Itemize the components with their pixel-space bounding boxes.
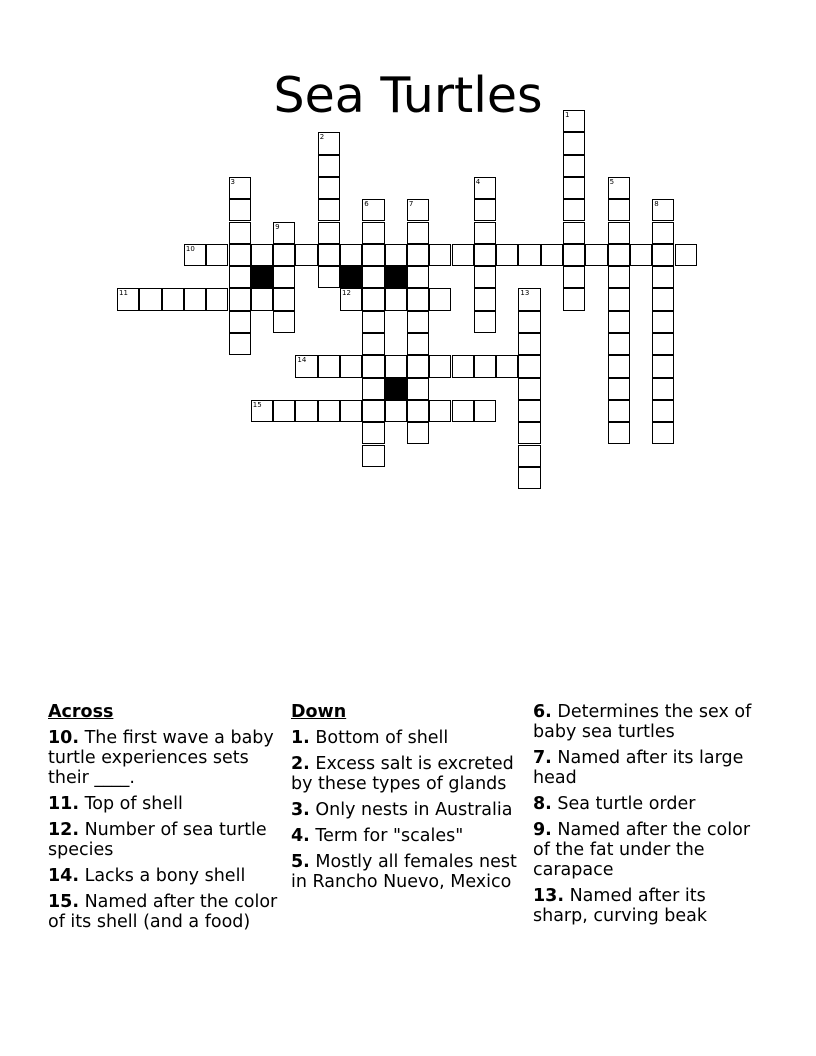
- grid-cell[interactable]: [518, 311, 540, 333]
- clue-number-label: 11.: [48, 794, 80, 814]
- down-heading: Down: [291, 702, 347, 722]
- grid-cell[interactable]: [563, 132, 585, 154]
- grid-cell[interactable]: [362, 400, 384, 422]
- clue-text: Only nests in Australia: [309, 800, 513, 820]
- grid-cell[interactable]: [385, 288, 407, 310]
- across-heading: Across: [48, 702, 114, 722]
- grid-cell[interactable]: [407, 288, 429, 310]
- grid-cell[interactable]: [318, 177, 340, 199]
- clue-text: Sea turtle order: [551, 794, 696, 814]
- clue-number: 4: [475, 177, 481, 186]
- grid-cell[interactable]: [474, 400, 496, 422]
- grid-cell[interactable]: [563, 266, 585, 288]
- grid-cell[interactable]: [229, 311, 251, 333]
- clue-text: Mostly all females nest in Rancho Nuevo, Mexico: [291, 852, 517, 892]
- grid-cell[interactable]: [385, 244, 407, 266]
- clue: [291, 800, 523, 820]
- grid-cell[interactable]: [608, 311, 630, 333]
- clue-number-label: 14.: [48, 866, 80, 886]
- grid-cell[interactable]: [608, 333, 630, 355]
- page-title: Sea Turtles: [273, 66, 543, 124]
- grid-cell[interactable]: [518, 355, 540, 377]
- clue-number-label: 5.: [291, 852, 310, 872]
- clue-text: Named after its large head: [533, 748, 744, 788]
- grid-block: [340, 266, 362, 288]
- grid-cell[interactable]: [340, 355, 362, 377]
- clue-number-label: 6.: [533, 702, 552, 722]
- grid-cell[interactable]: [675, 244, 697, 266]
- grid-cell[interactable]: [474, 244, 496, 266]
- grid-cell[interactable]: [318, 222, 340, 244]
- grid-cell[interactable]: [362, 288, 384, 310]
- grid-cell[interactable]: [206, 288, 228, 310]
- clue: [291, 852, 523, 892]
- clue-number-label: 4.: [291, 826, 310, 846]
- grid-cell[interactable]: [251, 244, 273, 266]
- grid-cell[interactable]: [452, 355, 474, 377]
- grid-cell[interactable]: [385, 355, 407, 377]
- grid-block: [251, 266, 273, 288]
- grid-cell[interactable]: [608, 288, 630, 310]
- grid-cell[interactable]: [652, 333, 674, 355]
- clue: [48, 794, 280, 814]
- clue-number: 11: [119, 289, 128, 298]
- grid-block: [385, 378, 407, 400]
- clue-number: 3: [230, 177, 235, 186]
- grid-cell[interactable]: [652, 244, 674, 266]
- grid-cell[interactable]: [518, 422, 540, 444]
- grid-cell[interactable]: [563, 244, 585, 266]
- clue: [291, 826, 523, 846]
- grid-cell[interactable]: [429, 288, 451, 310]
- clue: [48, 892, 280, 932]
- grid-cell[interactable]: [608, 355, 630, 377]
- grid-cell[interactable]: [496, 244, 518, 266]
- grid-cell[interactable]: [162, 288, 184, 310]
- grid-cell[interactable]: [362, 333, 384, 355]
- clue: [48, 728, 280, 788]
- grid-cell[interactable]: [318, 266, 340, 288]
- grid-cell[interactable]: [608, 222, 630, 244]
- grid-cell[interactable]: [563, 177, 585, 199]
- grid-cell[interactable]: [206, 244, 228, 266]
- clue-number: 13: [520, 289, 530, 298]
- grid-cell[interactable]: [407, 266, 429, 288]
- grid-cell[interactable]: [518, 333, 540, 355]
- clue-number-label: 15.: [48, 892, 80, 912]
- grid-cell[interactable]: [608, 400, 630, 422]
- grid-cell[interactable]: [652, 311, 674, 333]
- clue-number: 1: [565, 111, 570, 119]
- grid-cell[interactable]: [518, 445, 540, 467]
- grid-cell[interactable]: [652, 355, 674, 377]
- clue-number: 2: [319, 133, 325, 142]
- grid-cell[interactable]: [340, 288, 362, 310]
- clue-number: 14: [297, 356, 307, 365]
- grid-cell[interactable]: [318, 132, 340, 154]
- grid-cell[interactable]: [608, 244, 630, 266]
- grid-cell[interactable]: [652, 400, 674, 422]
- grid-cell[interactable]: [273, 288, 295, 310]
- grid-cell[interactable]: [652, 378, 674, 400]
- clue-number-label: 7.: [533, 748, 552, 768]
- grid-cell[interactable]: [608, 199, 630, 221]
- clue: [533, 702, 765, 742]
- grid-cell[interactable]: [318, 155, 340, 177]
- grid-cell[interactable]: [117, 288, 139, 310]
- grid-cell[interactable]: [585, 244, 607, 266]
- clue-number: 15: [252, 400, 262, 409]
- across-clues: [48, 702, 280, 938]
- grid-cell[interactable]: [229, 222, 251, 244]
- grid-cell[interactable]: [407, 311, 429, 333]
- clue-number: 7: [408, 200, 414, 209]
- grid-cell[interactable]: [362, 355, 384, 377]
- grid-cell[interactable]: [385, 400, 407, 422]
- clue: [291, 728, 523, 748]
- grid-cell[interactable]: [229, 244, 251, 266]
- clue-number: 6: [364, 200, 369, 209]
- grid-cell[interactable]: [273, 244, 295, 266]
- grid-cell[interactable]: [563, 199, 585, 221]
- grid-cell[interactable]: [563, 222, 585, 244]
- clue-number: 8: [654, 200, 659, 209]
- down-clues-continued: [533, 702, 765, 932]
- grid-cell[interactable]: [295, 400, 317, 422]
- grid-cell[interactable]: [362, 311, 384, 333]
- clue-text: Determines the sex of baby sea turtles: [533, 702, 752, 742]
- clue: [48, 866, 280, 886]
- grid-cell[interactable]: [474, 311, 496, 333]
- clue: [533, 794, 765, 814]
- clue-text: Named after the color of the fat under the carapace: [533, 820, 751, 880]
- grid-cell[interactable]: [362, 199, 384, 221]
- clue-text: Named after its sharp, curving beak: [533, 886, 707, 926]
- grid-cell[interactable]: [474, 288, 496, 310]
- clue-text: The first wave a baby turtle experiences sets their ____.: [48, 728, 274, 788]
- grid-cell[interactable]: [608, 266, 630, 288]
- grid-cell[interactable]: [429, 244, 451, 266]
- down-clues: [291, 702, 523, 898]
- grid-cell[interactable]: [652, 266, 674, 288]
- grid-cell[interactable]: [407, 355, 429, 377]
- grid-cell[interactable]: [630, 244, 652, 266]
- clue-number-label: 10.: [48, 728, 80, 748]
- grid-cell[interactable]: [251, 288, 273, 310]
- clue-text: Excess salt is excreted by these types of glands: [291, 754, 514, 794]
- grid-cell[interactable]: [652, 222, 674, 244]
- grid-cell[interactable]: [563, 155, 585, 177]
- grid-cell[interactable]: [407, 333, 429, 355]
- grid-cell[interactable]: [362, 222, 384, 244]
- grid-cell[interactable]: [518, 400, 540, 422]
- grid-cell[interactable]: [452, 400, 474, 422]
- grid-cell[interactable]: [518, 378, 540, 400]
- clue-text: Term for "scales": [309, 826, 464, 846]
- clue-text: Named after the color of its shell (and a food): [48, 892, 278, 932]
- clue-text: Lacks a bony shell: [79, 866, 246, 886]
- grid-cell[interactable]: [229, 288, 251, 310]
- grid-cell[interactable]: [496, 355, 518, 377]
- clue-number: 9: [275, 222, 280, 231]
- clue-number: 10: [185, 244, 195, 253]
- grid-cell[interactable]: [251, 400, 273, 422]
- clue-number-label: 9.: [533, 820, 552, 840]
- clue-text: Number of sea turtle species: [48, 820, 267, 860]
- clue-number: 5: [609, 177, 615, 186]
- grid-cell[interactable]: [362, 422, 384, 444]
- grid-cell[interactable]: [295, 244, 317, 266]
- grid-cell[interactable]: [407, 422, 429, 444]
- grid-cell[interactable]: [273, 266, 295, 288]
- clue-text: Top of shell: [79, 794, 183, 814]
- clue-number-label: 3.: [291, 800, 310, 820]
- grid-cell[interactable]: [340, 244, 362, 266]
- clue-number-label: 2.: [291, 754, 310, 774]
- grid-cell[interactable]: [474, 199, 496, 221]
- grid-cell[interactable]: [407, 378, 429, 400]
- grid-cell[interactable]: [429, 355, 451, 377]
- clue: [533, 820, 765, 880]
- grid-cell[interactable]: [340, 400, 362, 422]
- grid-cell[interactable]: [318, 244, 340, 266]
- clue-number-label: 13.: [533, 886, 565, 906]
- grid-cell[interactable]: [407, 199, 429, 221]
- grid-block: [385, 266, 407, 288]
- grid-cell[interactable]: [474, 355, 496, 377]
- clue-number-label: 8.: [533, 794, 552, 814]
- grid-cell[interactable]: [318, 400, 340, 422]
- grid-cell[interactable]: [429, 400, 451, 422]
- grid-cell[interactable]: [362, 244, 384, 266]
- grid-cell[interactable]: [652, 288, 674, 310]
- clue-number-label: 12.: [48, 820, 80, 840]
- grid-cell[interactable]: [229, 266, 251, 288]
- clue: [533, 748, 765, 788]
- grid-cell[interactable]: [407, 222, 429, 244]
- grid-cell[interactable]: [362, 378, 384, 400]
- grid-cell[interactable]: [273, 311, 295, 333]
- grid-cell[interactable]: [452, 244, 474, 266]
- grid-cell[interactable]: [295, 355, 317, 377]
- grid-cell[interactable]: [608, 177, 630, 199]
- grid-cell[interactable]: [407, 244, 429, 266]
- grid-cell[interactable]: [563, 288, 585, 310]
- grid-cell[interactable]: [652, 199, 674, 221]
- grid-cell[interactable]: [318, 355, 340, 377]
- grid-cell[interactable]: [608, 422, 630, 444]
- grid-cell[interactable]: [139, 288, 161, 310]
- crossword-grid: [0, 0, 816, 520]
- grid-cell[interactable]: [474, 177, 496, 199]
- grid-cell[interactable]: [518, 288, 540, 310]
- grid-cell[interactable]: [229, 333, 251, 355]
- grid-cell[interactable]: [407, 400, 429, 422]
- grid-cell[interactable]: [474, 222, 496, 244]
- grid-cell[interactable]: [273, 400, 295, 422]
- grid-cell[interactable]: [229, 177, 251, 199]
- grid-cell[interactable]: [652, 422, 674, 444]
- grid-cell[interactable]: [474, 266, 496, 288]
- grid-cell[interactable]: [518, 244, 540, 266]
- clue: [291, 754, 523, 794]
- grid-cell[interactable]: [362, 266, 384, 288]
- grid-cell[interactable]: [563, 110, 585, 132]
- clue: [48, 820, 280, 860]
- grid-cell[interactable]: [273, 222, 295, 244]
- clue-text: Bottom of shell: [309, 728, 449, 748]
- grid-cell[interactable]: [184, 288, 206, 310]
- grid-cell[interactable]: [518, 467, 540, 489]
- grid-cell[interactable]: [541, 244, 563, 266]
- grid-cell[interactable]: [362, 445, 384, 467]
- grid-cell[interactable]: [608, 378, 630, 400]
- grid-cell[interactable]: [318, 199, 340, 221]
- clue-number: 12: [342, 289, 351, 298]
- clue-number-label: 1.: [291, 728, 310, 748]
- grid-cell[interactable]: [229, 199, 251, 221]
- grid-cell[interactable]: [184, 244, 206, 266]
- clue: [533, 886, 765, 926]
